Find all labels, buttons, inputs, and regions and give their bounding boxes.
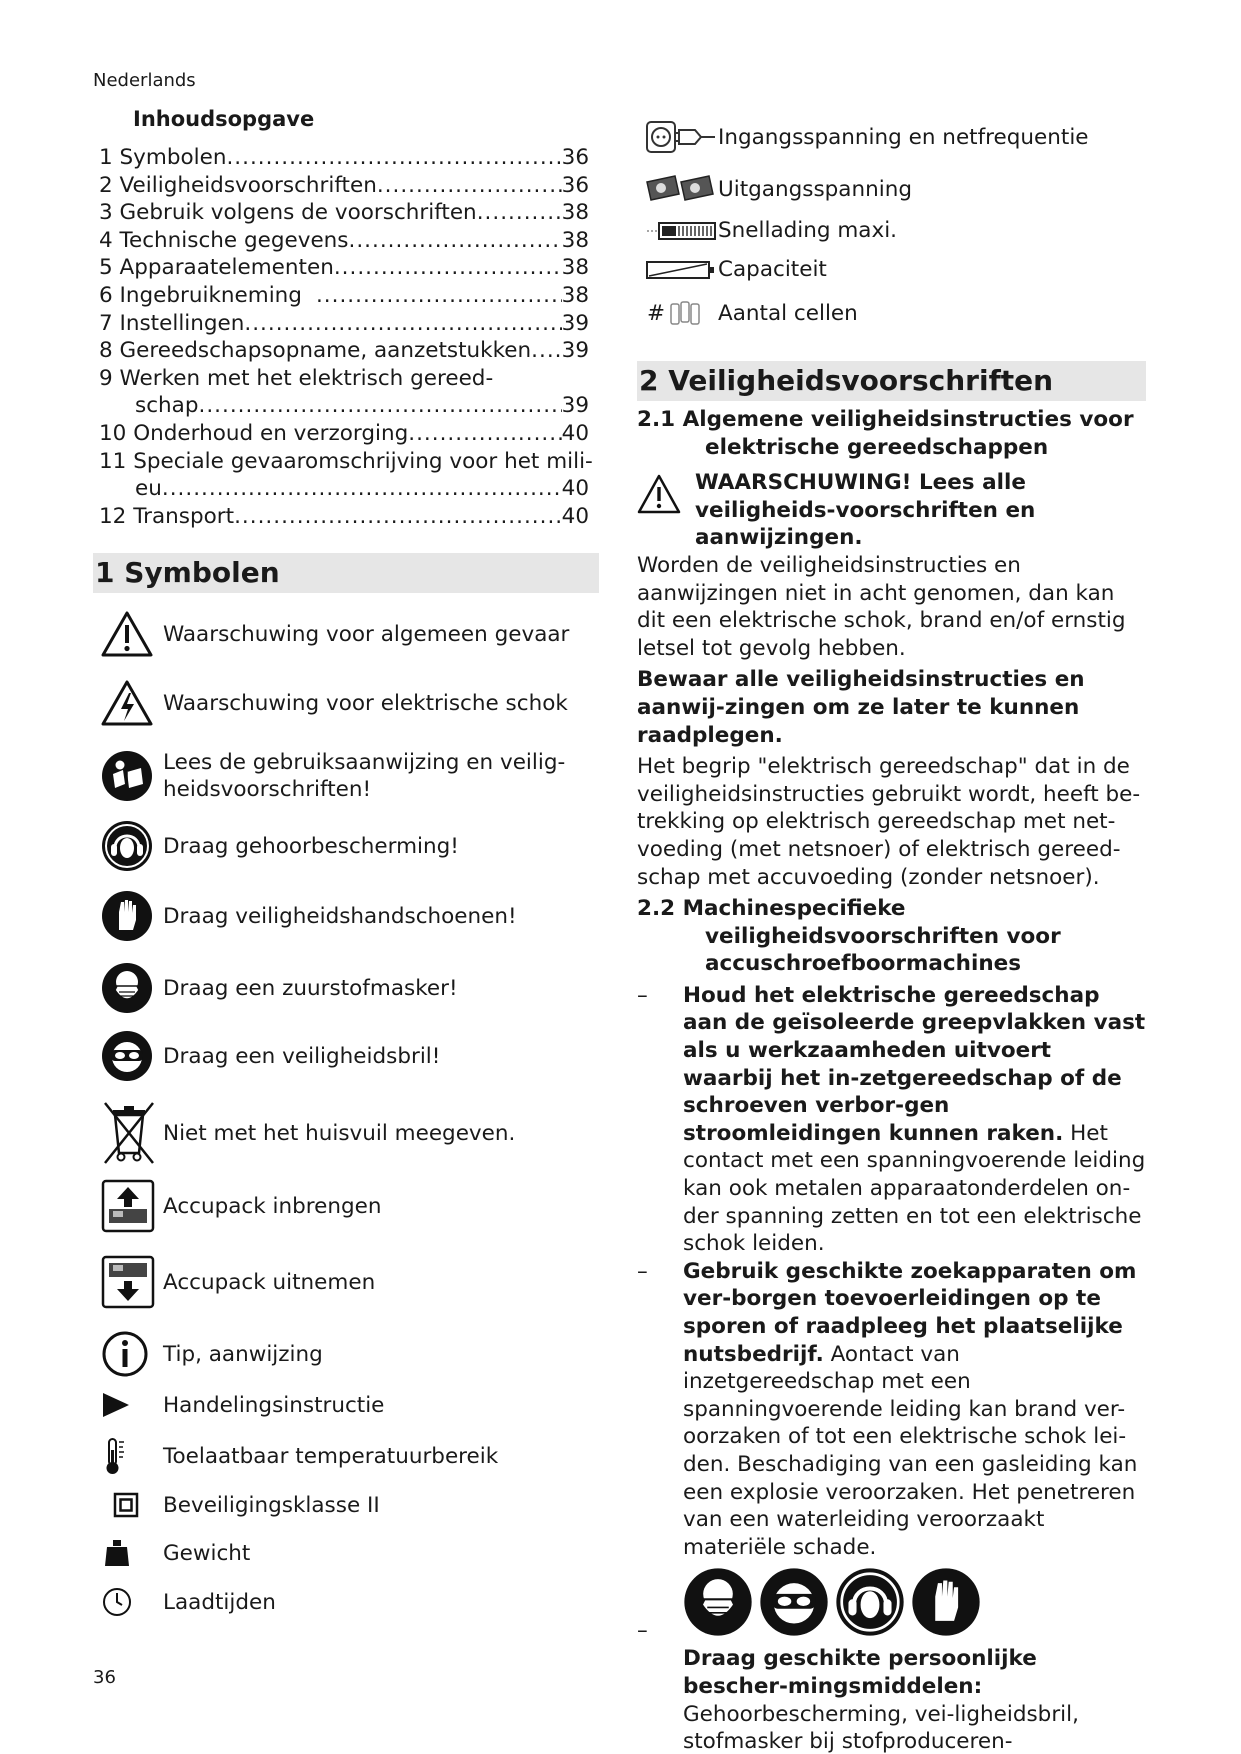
- toc-entry-7[interactable]: 7 Instellingen ..... 39: [99, 310, 589, 338]
- right-symbol-row: Snellading maxi.: [645, 218, 897, 243]
- symbol-row: Niet met het huisvuil meegeven.: [93, 1100, 593, 1166]
- symbol-row: Toelaatbaar temperatuurbereik: [93, 1434, 593, 1478]
- input-voltage-icon: [645, 118, 718, 156]
- toc-entry-6[interactable]: 6 Ingebruikneming ..... 38: [99, 282, 589, 310]
- ear-protection-icon: [93, 818, 163, 874]
- read-manual-icon: [93, 748, 163, 804]
- symbol-row: Tip, aanwijzing: [93, 1326, 593, 1382]
- right-symbol-row: # Aantal cellen: [645, 298, 858, 328]
- list-item: – Draag geschikte persoonlijke bescher-mingsmiddelen: Gehoorbescherming, vei-ligheidsbril, stofmasker bij stofproduceren-: [637, 1567, 1147, 1754]
- symbol-row: Accupack inbrengen: [93, 1178, 593, 1234]
- symbol-row: Handelingsinstructie: [93, 1385, 593, 1425]
- safety-goggles-icon: [759, 1567, 829, 1637]
- subheading-2-1: 2.1 Algemene veiligheidsinstructies voor elektrische gereedschappen: [637, 407, 1134, 460]
- symbol-row: Gewicht: [93, 1532, 593, 1574]
- warning-block: WAARSCHUWING! Lees alle veiligheids-voorschriften en aanwijzingen.: [637, 469, 1147, 552]
- right-symbol-row: Uitgangsspanning: [645, 172, 912, 206]
- toc-title: Inhoudsopgave: [133, 107, 315, 131]
- list-item: – Gebruik geschikte zoekapparaten om ver-borgen toevoerleidingen op te sporen of raadpleeg het plaatselijke nutsbedrijf. Aontact van inzetgereedschap met een spanningvoerende leiding kan brand ver-oorzaken of tot een elektrische schok lei-den. Beschadiging van een gasleiding kan een explosie veroorzaken. Het penetreren van een waterleiding veroorzaakt materiële schade.: [637, 1258, 1138, 1560]
- toc-entry-11-cont[interactable]: eu ..... 40: [99, 475, 589, 503]
- language-label: Nederlands: [93, 70, 196, 91]
- toc-entry-11[interactable]: 11 Speciale gevaaromschrijving voor het mili-: [99, 448, 593, 474]
- symbol-row: Lees de gebruiksaanwijzing en veilig-heidsvoorschriften!: [93, 748, 593, 804]
- cell-count-icon: #: [645, 298, 718, 328]
- thermometer-icon: [93, 1434, 163, 1478]
- toc-entry-2[interactable]: 2 Veiligheidsvoorschriften ..... 36: [99, 172, 589, 200]
- right-symbol-row: Capaciteit: [645, 257, 827, 282]
- toc-entry-4[interactable]: 4 Technische gegevens ..... 38: [99, 227, 589, 255]
- symbol-row: Draag gehoorbescherming!: [93, 818, 593, 874]
- warning-triangle-icon: [93, 606, 163, 662]
- symbol-row: Accupack uitnemen: [93, 1254, 593, 1310]
- battery-insert-icon: [93, 1178, 163, 1234]
- page-number: 36: [93, 1667, 116, 1688]
- output-voltage-icon: [645, 172, 718, 206]
- safety-gloves-icon: [93, 888, 163, 944]
- fast-charge-icon: [645, 220, 718, 242]
- subheading-2-2: 2.2 Machinespecifieke veiligheidsvoorschriften voor accuschroefboormachines: [637, 896, 1061, 977]
- toc-entry-12[interactable]: 12 Transport ..... 40: [99, 503, 589, 531]
- dust-mask-icon: [93, 960, 163, 1016]
- toc-entry-1[interactable]: 1 Symbolen ..... 36: [99, 144, 589, 172]
- section-2-heading: 2 Veiligheidsvoorschriften: [637, 361, 1146, 401]
- battery-remove-icon: [93, 1254, 163, 1310]
- toc-entry-5[interactable]: 5 Apparaatelementen ..... 38: [99, 254, 589, 282]
- clock-icon: [93, 1580, 163, 1624]
- ppe-icons: [683, 1567, 1147, 1637]
- symbol-row: Draag een zuurstofmasker!: [93, 960, 593, 1016]
- dust-mask-icon: [683, 1567, 753, 1637]
- toc-entry-9-cont[interactable]: schap ..... 39: [99, 392, 589, 420]
- list-item: – Houd het elektrische gereedschap aan de geïsoleerde greepvlakken vast als u werkzaamheden uitvoert waarbij het in-zetgereedschap of de schroeven verbor-gen stroomleidingen kunnen raken. Het contact met een spanningvoerende leiding kan ook metalen apparaatonderdelen on-der spanning zetten en tot een elektrische schok leiden.: [637, 982, 1146, 1257]
- table-of-contents: [99, 144, 593, 530]
- protection-class-ii-icon: [93, 1484, 163, 1526]
- ear-protection-icon: [835, 1567, 905, 1637]
- info-icon: [93, 1326, 163, 1382]
- toc-entry-3[interactable]: 3 Gebruik volgens de voorschriften ..... 38: [99, 199, 589, 227]
- play-arrow-icon: [93, 1385, 163, 1425]
- safety-gloves-icon: [911, 1567, 981, 1637]
- section-1-heading: 1 Symbolen: [93, 553, 599, 593]
- toc-entry-9[interactable]: 9 Werken met het elektrisch gereed-: [99, 365, 494, 391]
- keep-instructions: Bewaar alle veiligheidsinstructies en aanwij-zingen om ze later te kunnen raadplegen.: [637, 667, 1085, 748]
- safety-goggles-icon: [93, 1028, 163, 1084]
- electric-shock-warning-icon: [93, 675, 163, 731]
- symbol-row: Draag een veiligheidsbril!: [93, 1028, 593, 1084]
- right-symbol-row: Ingangsspanning en netfrequentie: [645, 118, 1089, 156]
- definition-paragraph: Het begrip "elektrisch gereedschap" dat in de veiligheidsinstructies gebruikt wordt, heeft be-trekking op elektrisch gereedschap met net-voeding (met netsnoer) of elektrisch gereed-schap met accuvoeding (zonder netsnoer).: [637, 754, 1141, 890]
- warning-triangle-icon: [637, 469, 695, 552]
- symbol-row: Waarschuwing voor algemeen gevaar: [93, 606, 593, 662]
- section-2-body: [637, 406, 1147, 1754]
- symbol-row: Laadtijden: [93, 1580, 593, 1624]
- crossed-bin-icon: [93, 1100, 163, 1166]
- weight-icon: [93, 1532, 163, 1574]
- warning-text: Worden de veiligheidsinstructies en aanwijzingen niet in acht genomen, dan kan dit een elektrische schok, brand en/of ernstig letsel tot gevolg hebben.: [637, 552, 1126, 661]
- symbol-row: Draag veiligheidshandschoenen!: [93, 888, 593, 944]
- symbol-row: Waarschuwing voor elektrische schok: [93, 675, 593, 731]
- toc-entry-10[interactable]: 10 Onderhoud en verzorging ..... 40: [99, 420, 589, 448]
- symbol-row: Beveiligingsklasse II: [93, 1484, 593, 1526]
- toc-entry-8[interactable]: 8 Gereedschapsopname, aanzetstukken ..... 39: [99, 337, 589, 365]
- capacity-icon: [645, 258, 718, 282]
